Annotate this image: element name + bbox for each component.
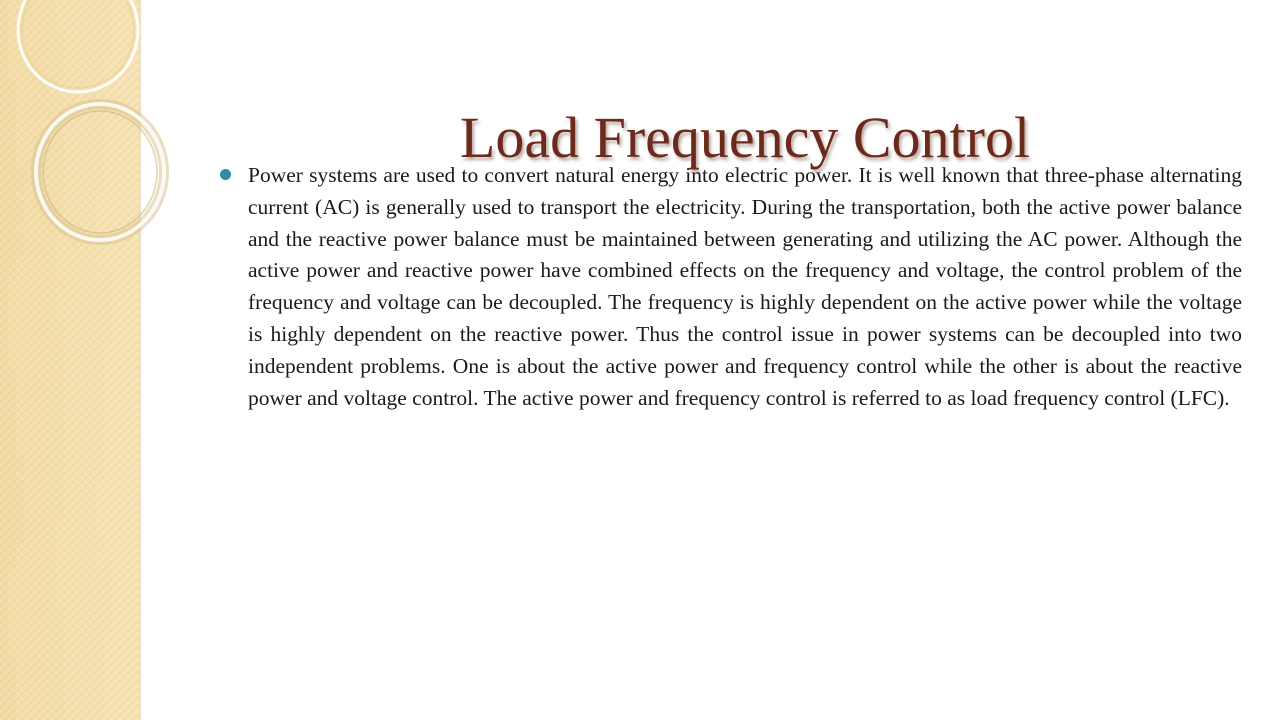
bullet-content [248, 160, 1242, 414]
slide-title: Load Frequency Control [459, 105, 1031, 170]
bullet-paragraph: Power systems are used to convert natural energy into electric power. It is well known that three-phase alternating current (AC) is generally used to transport the electricity. During the transportation, both the active power balance and the reactive power balance must be maintained between generating and utilizing the AC power. Although the active power and reactive power have combined effects on the frequency and voltage, the control problem of the frequency and voltage can be decoupled. The frequency is highly dependent on the active power while the voltage is highly dependent on the reactive power. Thus the control issue in power systems can be decoupled into two independent problems. One is about the active power and frequency control while the other is about the reactive power and voltage control. The active power and frequency control is referred to as load frequency control (LFC). [248, 163, 1242, 410]
decorative-rings-icon [0, 0, 200, 320]
bullet-dot-icon [220, 169, 231, 180]
